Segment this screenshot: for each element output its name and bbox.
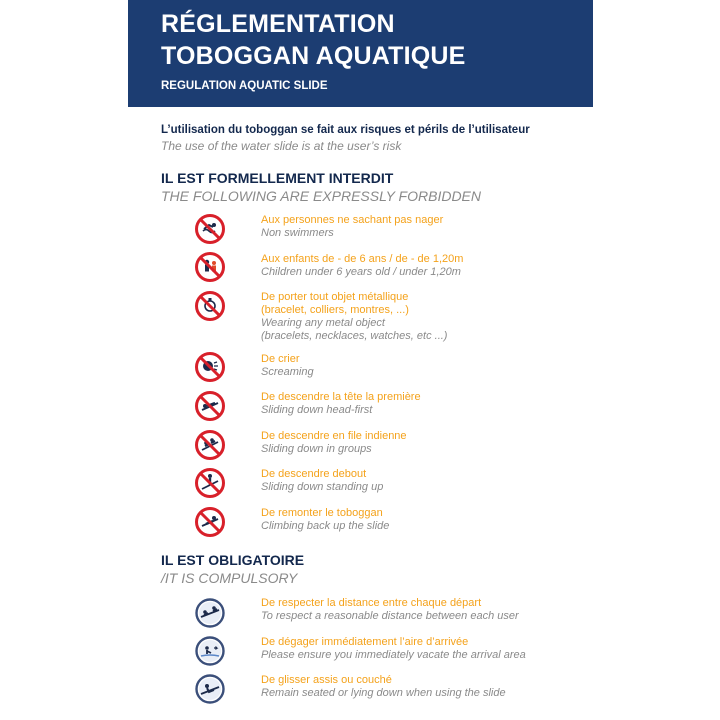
rule-text-en: To respect a reasonable distance between each user bbox=[261, 610, 519, 622]
rule-text-en: Sliding down in groups bbox=[261, 443, 372, 455]
compulsory-heading-fr: IL EST OBLIGATOIRE bbox=[161, 552, 305, 568]
rule-text-fr: (bracelet, colliers, montres, ...) bbox=[261, 304, 409, 316]
rule-text-fr: Aux personnes ne sachant pas nager bbox=[261, 214, 444, 226]
rule-text-en: Sliding down head-first bbox=[261, 404, 373, 416]
rule-text-en: (bracelets, necklaces, watches, etc ...) bbox=[261, 330, 448, 342]
seated-or-lying-icon bbox=[195, 674, 225, 704]
rule-text-fr: De glisser assis ou couché bbox=[261, 674, 392, 686]
rule-text-en: Screaming bbox=[261, 366, 314, 378]
rule-text-fr: Aux enfants de - de 6 ans / de - de 1,20m bbox=[261, 253, 464, 265]
forbidden-heading-en: THE FOLLOWING ARE EXPRESSLY FORBIDDEN bbox=[161, 188, 482, 204]
intro-text-fr: L’utilisation du toboggan se fait aux risques et périls de l’utilisateur bbox=[161, 124, 530, 136]
rule-text-en: Please ensure you immediately vacate the arrival area bbox=[261, 649, 526, 661]
rule-item bbox=[261, 430, 407, 456]
rule-text-en: Children under 6 years old / under 1,20m bbox=[261, 266, 461, 278]
no-swimming-icon bbox=[195, 214, 225, 244]
regulation-sheet bbox=[128, 0, 593, 720]
intro-text-en: The use of the water slide is at the user’s risk bbox=[161, 139, 402, 153]
rule-text-en: Non swimmers bbox=[261, 227, 334, 239]
rule-text-en: Wearing any metal object bbox=[261, 317, 385, 329]
rule-item bbox=[261, 507, 389, 533]
keep-distance-icon bbox=[195, 598, 225, 628]
rule-item bbox=[261, 253, 463, 279]
rule-item bbox=[261, 468, 383, 494]
no-climbing-back-icon bbox=[195, 507, 225, 537]
rule-text-fr: De descendre debout bbox=[261, 468, 367, 480]
no-groups-icon bbox=[195, 430, 225, 460]
rule-text-en: Remain seated or lying down when using the slide bbox=[261, 687, 506, 699]
rule-item bbox=[261, 353, 314, 379]
page-title-line1: RÉGLEMENTATION bbox=[161, 10, 395, 38]
rule-text-fr: De crier bbox=[261, 353, 300, 365]
page-title-line2: TOBOGGAN AQUATIQUE bbox=[161, 42, 466, 70]
compulsory-heading-en: /IT IS COMPULSORY bbox=[161, 570, 298, 586]
rule-item bbox=[261, 391, 421, 417]
rule-text-en: Sliding down standing up bbox=[261, 481, 384, 493]
no-standing-icon bbox=[195, 468, 225, 498]
rule-text-fr: De remonter le toboggan bbox=[261, 507, 383, 519]
no-head-first-icon bbox=[195, 391, 225, 421]
rule-item bbox=[261, 674, 506, 700]
header-banner bbox=[128, 0, 593, 107]
rule-text-fr: De respecter la distance entre chaque départ bbox=[261, 597, 482, 609]
no-screaming-icon bbox=[195, 352, 225, 382]
rule-item bbox=[261, 636, 526, 662]
rule-text-en: Climbing back up the slide bbox=[261, 520, 390, 532]
page-subtitle: REGULATION AQUATIC SLIDE bbox=[161, 80, 328, 92]
rule-text-fr: De dégager immédiatement l’aire d’arrivée bbox=[261, 636, 469, 648]
rule-item bbox=[261, 214, 443, 240]
no-metal-objects-icon bbox=[195, 291, 225, 321]
rule-text-fr: De descendre la tête la première bbox=[261, 391, 421, 403]
rule-text-fr: De descendre en file indienne bbox=[261, 430, 407, 442]
rule-text-fr: De porter tout objet métallique bbox=[261, 291, 409, 303]
no-children-icon bbox=[195, 252, 225, 282]
rule-item bbox=[261, 291, 447, 343]
rule-item bbox=[261, 597, 519, 623]
forbidden-heading-fr: IL EST FORMELLEMENT INTERDIT bbox=[161, 170, 394, 186]
vacate-area-icon bbox=[195, 636, 225, 666]
